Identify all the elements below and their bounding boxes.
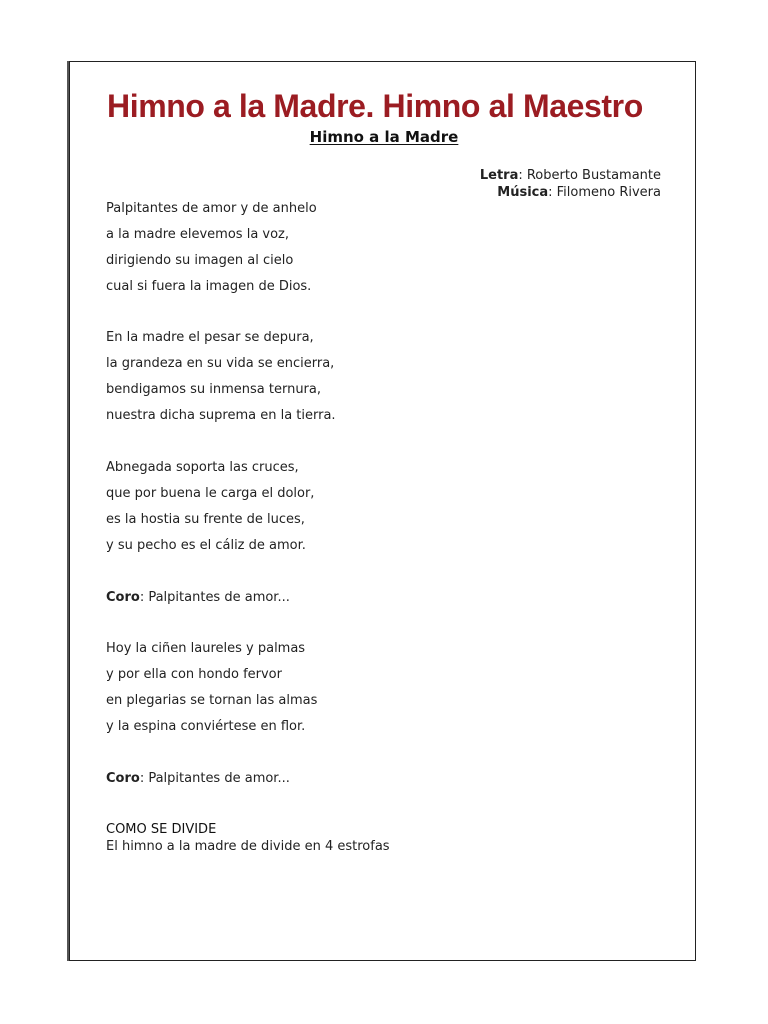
verse-line: y la espina conviértese en flor. bbox=[106, 719, 306, 734]
verse-line: cual si fuera la imagen de Dios. bbox=[106, 279, 312, 294]
hymn-subtitle: Himno a la Madre bbox=[309, 128, 459, 146]
music-credit bbox=[480, 184, 661, 201]
chorus-label: Coro bbox=[106, 771, 140, 786]
verse-line: Hoy la ciñen laureles y palmas bbox=[106, 641, 306, 656]
stanza-4 bbox=[106, 636, 317, 740]
verse-line: bendigamos su inmensa ternura, bbox=[106, 382, 321, 397]
verse-line: nuestra dicha suprema en la tierra. bbox=[106, 408, 336, 423]
verse-line: a la madre elevemos la voz, bbox=[106, 227, 290, 242]
chorus-text: : Palpitantes de amor... bbox=[139, 771, 290, 786]
music-author: : Filomeno Rivera bbox=[548, 185, 661, 200]
verse-line: y por ella con hondo fervor bbox=[106, 667, 282, 682]
lyrics-credit bbox=[480, 167, 661, 184]
verse-line: En la madre el pesar se depura, bbox=[106, 330, 314, 345]
verse-line: dirigiendo su imagen al cielo bbox=[106, 253, 294, 268]
verse-line: Abnegada soporta las cruces, bbox=[106, 460, 299, 475]
verse-line: en plegarias se tornan las almas bbox=[106, 693, 318, 708]
lyrics-label: Letra bbox=[479, 168, 519, 183]
music-label: Música bbox=[497, 185, 549, 200]
verse-line: Palpitantes de amor y de anhelo bbox=[106, 201, 317, 216]
stanza-2 bbox=[106, 325, 336, 429]
stanza-1 bbox=[106, 196, 317, 300]
verse-line: es la hostia su frente de luces, bbox=[106, 512, 305, 527]
chorus-text: : Palpitantes de amor... bbox=[139, 590, 290, 605]
verse-line: la grandeza en su vida se encierra, bbox=[106, 356, 335, 371]
credits-block bbox=[480, 167, 661, 201]
chorus-label: Coro bbox=[106, 590, 140, 605]
section-heading: COMO SE DIVIDE bbox=[106, 822, 217, 837]
section-body: El himno a la madre de divide en 4 estrofas bbox=[106, 839, 390, 854]
chorus-reference-2 bbox=[106, 769, 290, 789]
document-title: Himno a la Madre. Himno al Maestro bbox=[107, 88, 643, 124]
chorus-reference-1 bbox=[106, 588, 290, 608]
verse-line: y su pecho es el cáliz de amor. bbox=[106, 538, 306, 553]
lyrics-author: : Roberto Bustamante bbox=[518, 168, 661, 183]
verse-line: que por buena le carga el dolor, bbox=[106, 486, 315, 501]
stanza-3 bbox=[106, 455, 314, 559]
